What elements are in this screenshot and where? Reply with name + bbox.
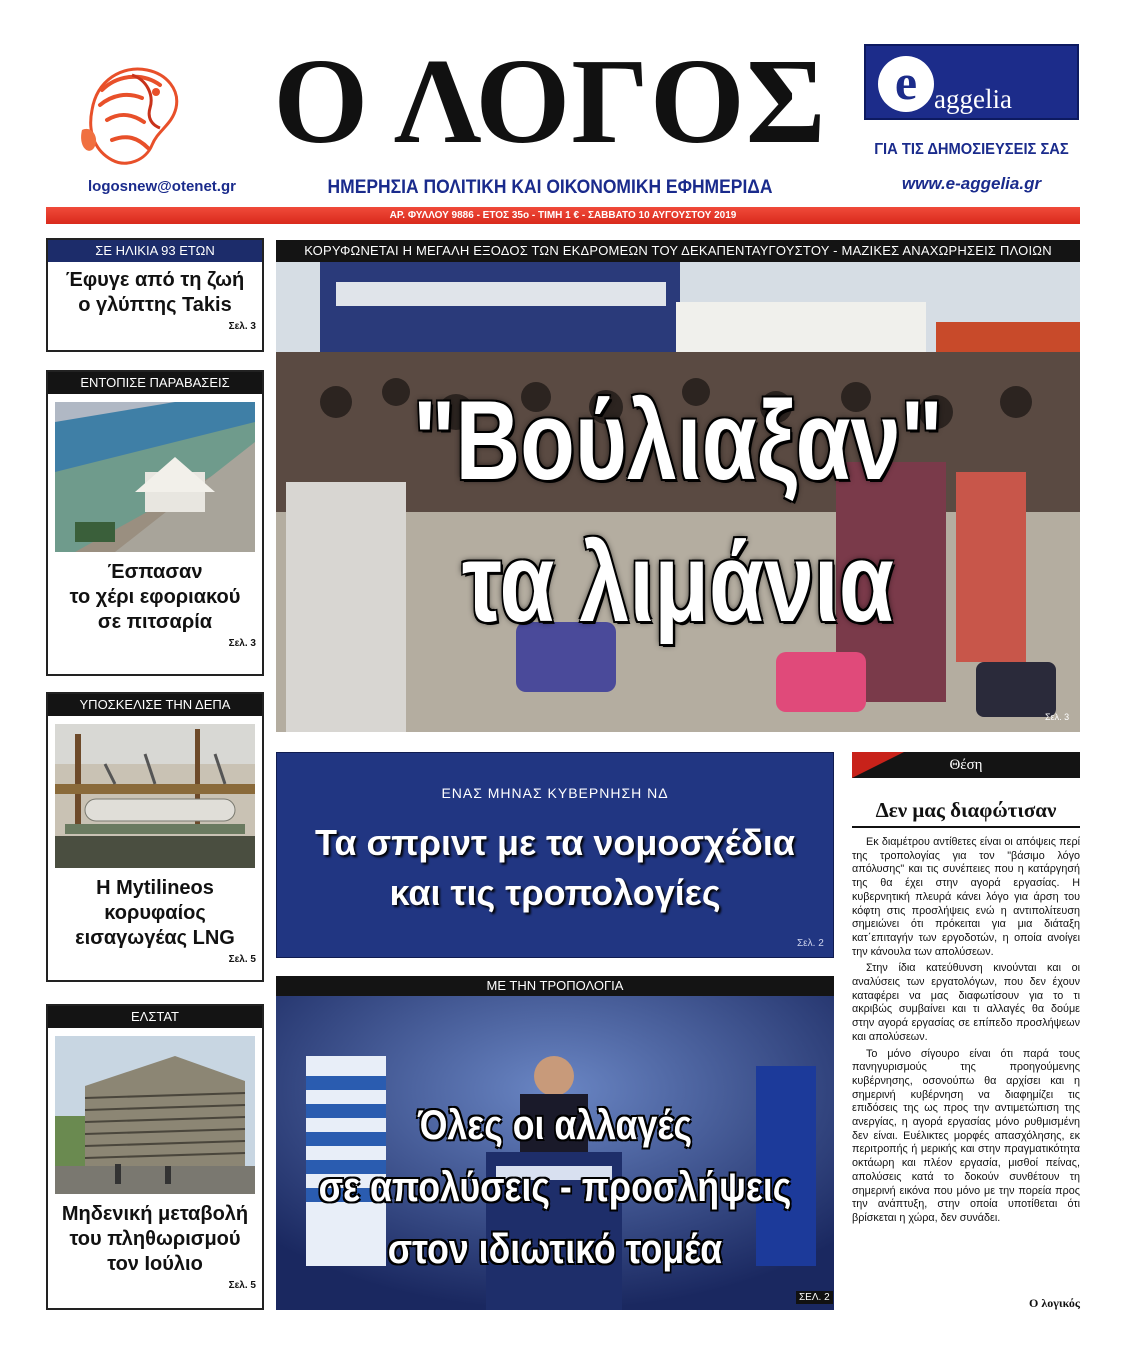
- eaggelia-logo-text: aggelia: [934, 84, 1012, 114]
- sidebar-headline: Έφυγε από τη ζωή ο γλύπτης Takis: [65, 269, 245, 316]
- eaggelia-url[interactable]: www.e-aggelia.gr: [901, 174, 1042, 193]
- sidebar-kicker: ΕΝΤΟΠΙΣΕ ΠΑΡΑΒΑΣΕΙΣ: [48, 372, 262, 394]
- second-headline[interactable]: Τα σπριντ με τα νομοσχέδια και τις τροπολογίες: [315, 822, 795, 913]
- beach-promenade-photo: [55, 402, 255, 552]
- sidebar-page-ref: Σελ. 5: [228, 1280, 256, 1291]
- issue-info-bar: ΑΡ. ΦΥΛΛΟΥ 9886 - ΕΤΟΣ 35ο - ΤΙΜΗ 1 € - ΣΑΒΒΑΤΟ 10 ΑΥΓΟΥΣΤΟΥ 2019: [46, 207, 1080, 224]
- eaggelia-logo-letter: e: [878, 56, 934, 112]
- sidebar-story-elstat[interactable]: [46, 1004, 264, 1310]
- editorial-paragraph: Στην ίδια κατεύθυνση κινούνται και οι αναλύσεις των εργατολόγων, που δεν έχουν καταφέρει να μας διαφωτίσουν για το τι ακριβώς συμβαίνει και τι αλλαγές θα δούμε στην αγορά εργασίας σε επίπεδο προσλήψεων και απολύσεων.: [852, 962, 1080, 1043]
- newspaper-masthead: Ο ΛΟΓΟΣ: [273, 34, 827, 169]
- sidebar-headline: Έσπασαν το χέρι εφοριακού σε πιτσαρία: [69, 561, 241, 633]
- third-kicker: ΜΕ ΤΗΝ ΤΡΟΠΟΛΟΓΙΑ: [276, 976, 834, 996]
- sidebar-story-takis[interactable]: [46, 238, 264, 352]
- eaggelia-slogan: ΓΙΑ ΤΙΣ ΔΗΜΟΣΙΕΥΣΕΙΣ ΣΑΣ: [874, 141, 1069, 158]
- sidebar-page-ref: Σελ. 3: [228, 638, 256, 649]
- contact-email[interactable]: logosnew@otenet.gr: [88, 178, 236, 195]
- editorial-paragraph: Εκ διαμέτρου αντίθετες είναι οι απόψεις περί της τροπολογίας για τον "βάσιμο λόγο απόλυσης" και τις συνέπειες που η κατάργησή της θα έχει στην αγορά εργασίας. Η κυβερνητική πλευρά κάνει λόγο για άρση του κόφτη στις προσλήψεις ενώ η αντιπολίτευση σημειώνει ότι πρόκειται για μια διάταξη κατ΄επιταγήν των εργοδοτών, η οποία ανοίγει την κάνουλα των απολύσεων.: [852, 836, 1080, 958]
- sidebar-page-ref: Σελ. 5: [228, 954, 256, 965]
- editorial-title[interactable]: Δεν μας διαφώτισαν: [875, 798, 1057, 822]
- logo-faces-illustration: [72, 50, 192, 170]
- second-kicker: ΕΝΑΣ ΜΗΝΑΣ ΚΥΒΕΡΝΗΣΗ ΝΔ: [441, 785, 669, 801]
- sidebar-story-mytilineos[interactable]: [46, 692, 264, 982]
- masthead-tagline: ΗΜΕΡΗΣΙΑ ΠΟΛΙΤΙΚΗ ΚΑΙ ΟΙΚΟΝΟΜΙΚΗ ΕΦΗΜΕΡΙΔΑ: [327, 177, 773, 198]
- sidebar-page-ref: Σελ. 3: [228, 321, 256, 332]
- sidebar-kicker: ΥΠΟΣΚΕΛΙΣΕ ΤΗΝ ΔΕΠΑ: [48, 694, 262, 716]
- sidebar-kicker: ΣΕ ΗΛΙΚΙΑ 93 ΕΤΩΝ: [48, 240, 262, 262]
- second-page-ref: Σελ. 2: [797, 938, 824, 949]
- lng-plant-photo: [55, 724, 255, 868]
- editorial-divider: [852, 826, 1080, 828]
- elstat-building-photo: [55, 1036, 255, 1194]
- sidebar-kicker: ΕΛΣΤΑΤ: [48, 1006, 262, 1028]
- third-headline[interactable]: Όλες οι αλλαγές σε απολύσεις - προσλήψεις στον ιδιωτικό τομέα: [318, 1101, 792, 1272]
- editorial-body: [852, 836, 1080, 1229]
- lead-headline[interactable]: "Βούλιαξαν" τα λιμάνια: [412, 378, 944, 645]
- sidebar-headline: Μηδενική μεταβολή του πληθωρισμού τον Ιούλιο: [61, 1203, 249, 1275]
- editorial-section-label: Θέση: [852, 752, 1080, 778]
- editorial-paragraph: Το μόνο σίγουρο είναι ότι παρά τους πανηγυρισμούς της προηγούμενης κυβέρνησης, οσονούπω θα αρχίσει και η σημερινή κυβέρνηση να διαφημίζει τις επιδόσεις της ως προς την αντιμετώπιση της ανεργίας, η αγορά εργασίας μόνο ρυθμισμένη δεν είναι. Ευέλικτες μορφές απασχόλησης, εκ περιτροπής ή μερικής και στην πραγματικότητα οκτάωρη και πλέον εργασία, μισθοί πείνας, απολύσεις κατά το δοκούν συνθέτουν τη σημερινή εικόνα που μόνο με την πορεία προς την ανάπτυξη, στην οποία υποτίθεται ότι βρίσκεται η χώρα, δεν συνάδει.: [852, 1047, 1080, 1224]
- lead-kicker: ΚΟΡΥΦΩΝΕΤΑΙ Η ΜΕΓΑΛΗ ΕΞΟΔΟΣ ΤΩΝ ΕΚΔΡΟΜΕΩΝ ΤΟΥ ΔΕΚΑΠΕΝΤΑΥΓΟΥΣΤΟΥ - ΜΑΖΙΚΕΣ ΑΝΑΧΩΡΗΣΕΙΣ ΠΛΟΙΩΝ: [276, 240, 1080, 262]
- third-page-ref: ΣΕΛ. 2: [796, 1291, 833, 1304]
- sidebar-headline: Η Mytilineos κορυφαίος εισαγωγέας LNG: [75, 877, 235, 949]
- lead-page-ref: Σελ. 3: [1045, 712, 1070, 722]
- editorial-signature: Ο λογικός: [1029, 1296, 1080, 1310]
- editorial-red-accent: [852, 752, 904, 778]
- sidebar-story-tax-officer[interactable]: [46, 370, 264, 676]
